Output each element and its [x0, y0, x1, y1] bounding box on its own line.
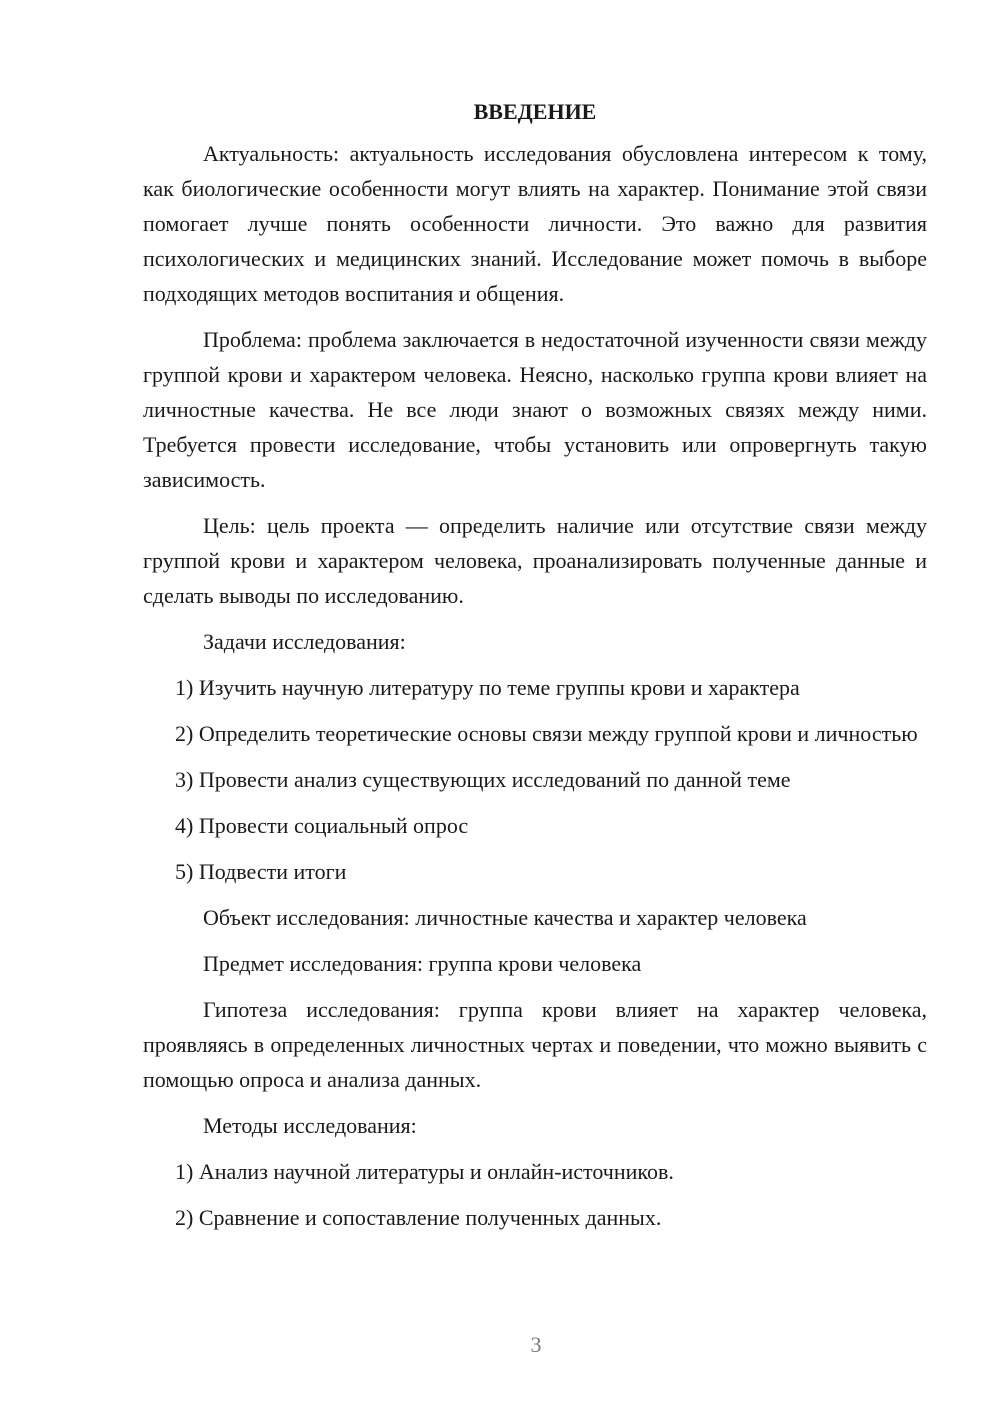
page-number: 3 — [530, 1332, 542, 1357]
document-body — [143, 94, 927, 1246]
method-item-2: 2) Сравнение и сопоставление полученных данных. — [175, 1205, 662, 1230]
task-item-4: 4) Провести социальный опрос — [175, 813, 469, 838]
section-title: ВВЕДЕНИЕ — [473, 99, 597, 124]
goal-paragraph: Цель: цель проекта — определить наличие или отсутствие связи между группой крови и характером человека, проанализировать полученные данные и сделать выводы по исследованию. — [143, 513, 927, 608]
hypothesis-paragraph: Гипотеза исследования: группа крови влияет на характер человека, проявляясь в определенных личностных чертах и поведении, что можно выявить с помощью опроса и анализа данных. — [143, 997, 927, 1092]
task-item-5: 5) Подвести итоги — [175, 859, 347, 884]
tasks-heading: Задачи исследования: — [203, 629, 406, 654]
problem-paragraph: Проблема: проблема заключается в недостаточной изученности связи между группой крови и характером человека. Неясно, насколько группа крови влияет на личностные качества. Не все люди знают о возможных связях между ними. Требуется провести исследование, чтобы установить или опровергнуть такую зависимость. — [143, 327, 927, 492]
method-item-1: 1) Анализ научной литературы и онлайн-источников. — [175, 1159, 674, 1184]
task-item-3: 3) Провести анализ существующих исследований по данной теме — [175, 767, 791, 792]
relevance-paragraph: Актуальность: актуальность исследования обусловлена интересом к тому, как биологические особенности могут влиять на характер. Понимание этой связи помогает лучше понять особенности личности. Это важно для развития психологических и медицинских знаний. Исследование может помочь в выборе подходящих методов воспитания и общения. — [143, 141, 927, 306]
task-item-2: 2) Определить теоретические основы связи между группой крови и личностью — [175, 721, 918, 746]
methods-heading: Методы исследования: — [203, 1113, 417, 1138]
task-item-1: 1) Изучить научную литературу по теме группы крови и характера — [175, 675, 800, 700]
object-line: Объект исследования: личностные качества и характер человека — [203, 905, 807, 930]
subject-line: Предмет исследования: группа крови человека — [203, 951, 642, 976]
